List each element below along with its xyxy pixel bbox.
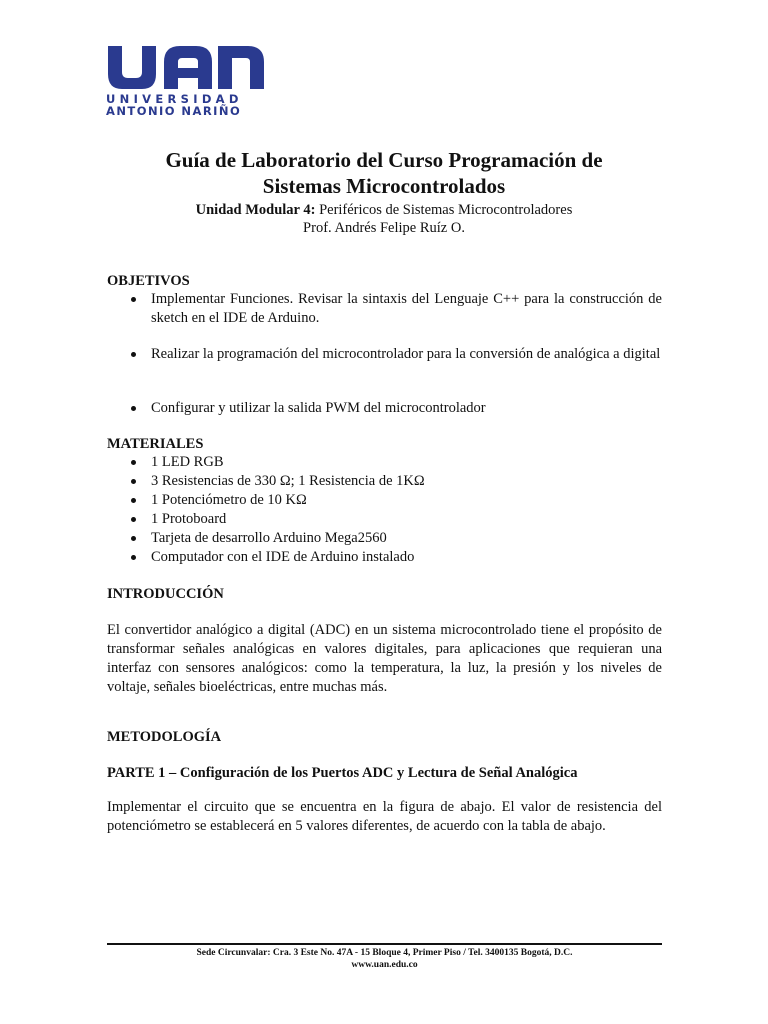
objetivo-item: Realizar la programación del microcontrolador para la conversión de analógica a digital bbox=[151, 346, 661, 362]
university-logo bbox=[106, 44, 268, 117]
logo-text-antonio-narino: ANTONIO NARIÑO bbox=[106, 104, 242, 118]
logo-text-universidad: UNIVERSIDAD bbox=[106, 92, 243, 106]
bullet-dot bbox=[131, 460, 136, 465]
material-item: Tarjeta de desarrollo Arduino Mega2560 bbox=[151, 530, 387, 546]
document-title-line1: Guía de Laboratorio del Curso Programación de bbox=[165, 148, 603, 172]
unit-label: Unidad Modular 4: bbox=[195, 202, 316, 218]
material-item: 1 Potenciómetro de 10 KΩ bbox=[151, 492, 307, 508]
materiales-heading: MATERIALES bbox=[107, 436, 204, 452]
material-item: 1 Protoboard bbox=[151, 511, 227, 527]
document-title-line2: Sistemas Microcontrolados bbox=[262, 174, 506, 198]
bullet-dot bbox=[131, 406, 136, 411]
metodologia-heading: METODOLOGÍA bbox=[107, 729, 222, 745]
bullet-dot bbox=[131, 498, 136, 503]
part1-paragraph: Implementar el circuito que se encuentra en la figura de abajo. El valor de resistencia del potenciómetro se establecerá en 5 valores diferentes, de acuerdo con la tabla de abajo. bbox=[107, 799, 662, 834]
bullet-dot bbox=[131, 536, 136, 541]
footer-website: www.uan.edu.co bbox=[351, 960, 418, 970]
footer-address: Sede Circunvalar: Cra. 3 Este No. 47A - 15 Bloque 4, Primer Piso / Tel. 3400135 Bogotá, D.C. bbox=[196, 948, 573, 958]
bullet-dot bbox=[131, 352, 136, 357]
uan-logo-mark bbox=[106, 44, 266, 90]
objetivo-item: Implementar Funciones. Revisar la sintaxis del Lenguaje C++ para la construcción de sketch en el IDE de Arduino. bbox=[151, 291, 662, 326]
material-item: 1 LED RGB bbox=[151, 454, 224, 470]
bullet-dot bbox=[131, 297, 136, 302]
bullet-dot bbox=[131, 555, 136, 560]
bullet-dot bbox=[131, 517, 136, 522]
bullet-dot bbox=[131, 479, 136, 484]
material-item: Computador con el IDE de Arduino instalado bbox=[151, 549, 415, 565]
unit-line bbox=[100, 201, 668, 219]
introduccion-paragraph: El convertidor analógico a digital (ADC) en un sistema microcontrolado tiene el propósito de transformar señales analógicas en valores digitales, para aplicaciones que requieran una interfaz con sensores analógicos: como la temperatura, la luz, la presión y los niveles de voltaje, señales bioeléctricas, entre muchas más. bbox=[107, 622, 662, 695]
footer-divider bbox=[107, 943, 662, 945]
introduccion-heading: INTRODUCCIÓN bbox=[107, 586, 224, 602]
professor-line: Prof. Andrés Felipe Ruíz O. bbox=[303, 220, 465, 236]
objetivo-item: Configurar y utilizar la salida PWM del microcontrolador bbox=[151, 400, 486, 416]
part1-heading: PARTE 1 – Configuración de los Puertos ADC y Lectura de Señal Analógica bbox=[107, 765, 578, 781]
material-item: 3 Resistencias de 330 Ω; 1 Resistencia de 1KΩ bbox=[151, 473, 425, 489]
objetivos-heading: OBJETIVOS bbox=[107, 273, 190, 289]
unit-value: Periféricos de Sistemas Microcontroladores bbox=[319, 202, 573, 218]
